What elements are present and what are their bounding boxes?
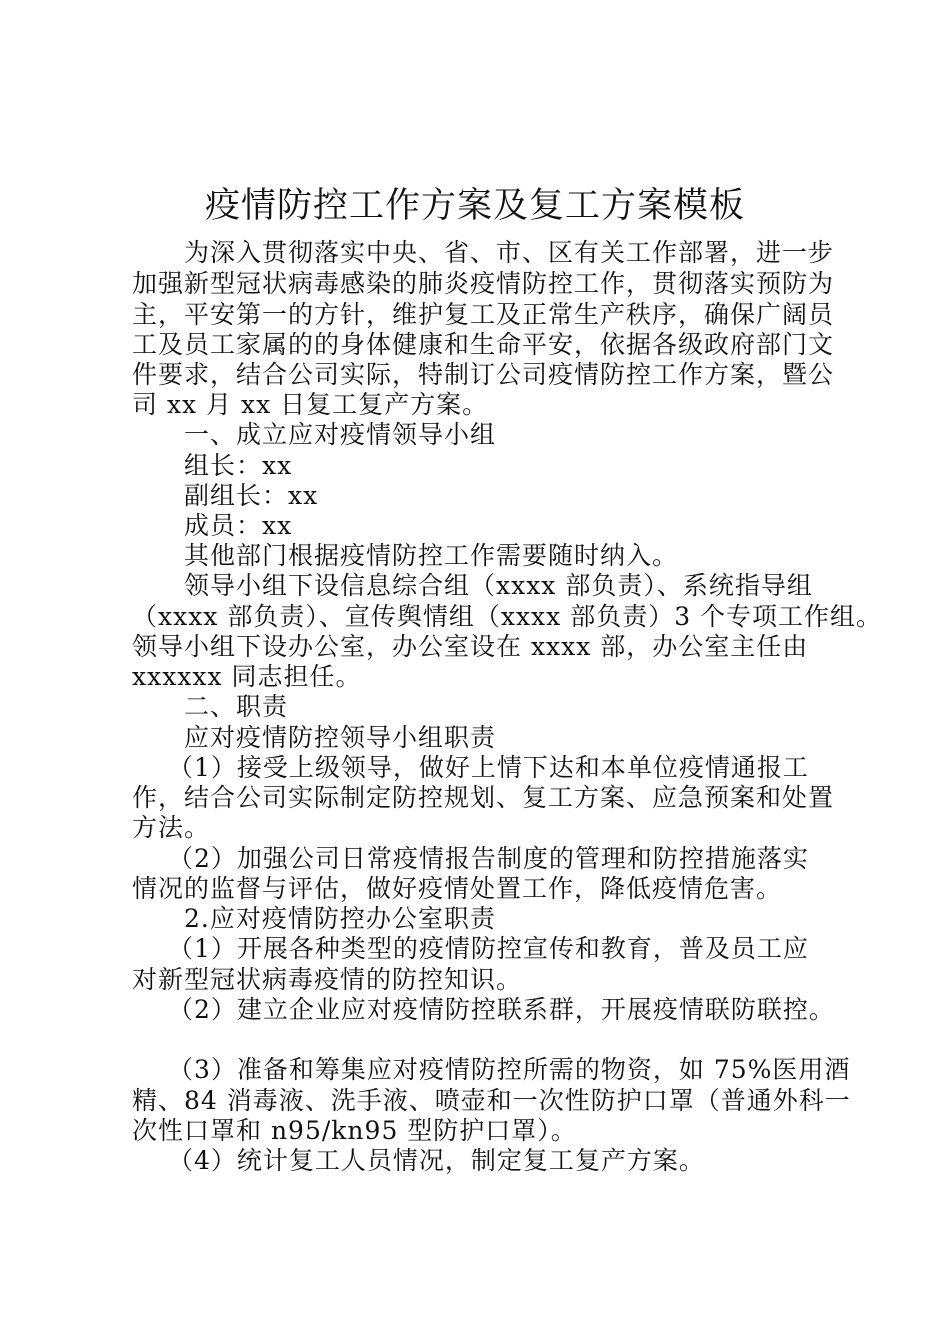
paragraph-line: 精、84 消毒液、洗手液、喷壶和一次性防护口罩（普通外科一	[132, 1086, 851, 1115]
paragraph-line: （xxxx 部负责）、宣传舆情组（xxxx 部负责）3 个专项工作组。	[132, 602, 883, 631]
paragraph-line: （3）准备和筹集应对疫情防控所需的物资，如 75%医用酒	[168, 1055, 851, 1084]
paragraph-line: 组长：xx	[184, 451, 293, 480]
paragraph-line: 加强新型冠状病毒感染的肺炎疫情防控工作，贯彻落实预防为	[132, 269, 835, 298]
paragraph-line: 领导小组下设信息综合组（xxxx 部负责）、系统指导组	[184, 571, 813, 600]
paragraph-line: 方法。	[132, 813, 211, 842]
paragraph-line: （4）统计复工人员情况，制定复工复产方案。	[168, 1146, 705, 1175]
paragraph-line: （2）建立企业应对疫情防控联系群，开展疫情联防联控。	[168, 995, 835, 1024]
paragraph-line: 其他部门根据疫情防控工作需要随时纳入。	[184, 541, 679, 570]
paragraph-line: 对新型冠状病毒疫情的防控知识。	[132, 965, 523, 994]
paragraph-line: 次性口罩和 n95/kn95 型防护口罩）。	[132, 1116, 577, 1145]
paragraph-line: 领导小组下设办公室，办公室设在 xxxx 部，办公室主任由	[132, 632, 809, 661]
subsection-heading: 应对疫情防控领导小组职责	[184, 723, 497, 752]
paragraph-line: 主，平安第一的方针，维护复工及正常生产秩序，确保广阔员	[132, 300, 835, 329]
paragraph-line: 成员：xx	[184, 511, 293, 540]
section-heading: 二、职责	[184, 692, 289, 721]
section-heading: 一、成立应对疫情领导小组	[184, 420, 497, 449]
paragraph-line: 为深入贯彻落实中央、省、市、区有关工作部署，进一步	[184, 238, 835, 267]
paragraph-line: 作，结合公司实际制定防控规划、复工方案、应急预案和处置	[132, 783, 835, 812]
paragraph-line: （1）开展各种类型的疫情防控宣传和教育，普及员工应	[168, 934, 809, 963]
paragraph-line: 副组长：xx	[184, 481, 319, 510]
subsection-heading: 2.应对疫情防控办公室职责	[184, 904, 496, 933]
paragraph-line: （1）接受上级领导，做好上情下达和本单位疫情通报工	[168, 753, 809, 782]
paragraph-line: 工及员工家属的的身体健康和生命平安，依据各级政府部门文	[132, 330, 835, 359]
paragraph-line: 件要求，结合公司实际，特制订公司疫情防控工作方案，暨公	[132, 360, 835, 389]
document-title: 疫情防控工作方案及复工方案模板	[204, 186, 745, 226]
paragraph-line: xxxxxx 同志担任。	[132, 662, 362, 691]
paragraph-line: 司 xx 月 xx 日复工复产方案。	[132, 390, 489, 419]
paragraph-line: （2）加强公司日常疫情报告制度的管理和防控措施落实	[168, 844, 809, 873]
paragraph-line: 情况的监督与评估，做好疫情处置工作，降低疫情危害。	[132, 874, 783, 903]
